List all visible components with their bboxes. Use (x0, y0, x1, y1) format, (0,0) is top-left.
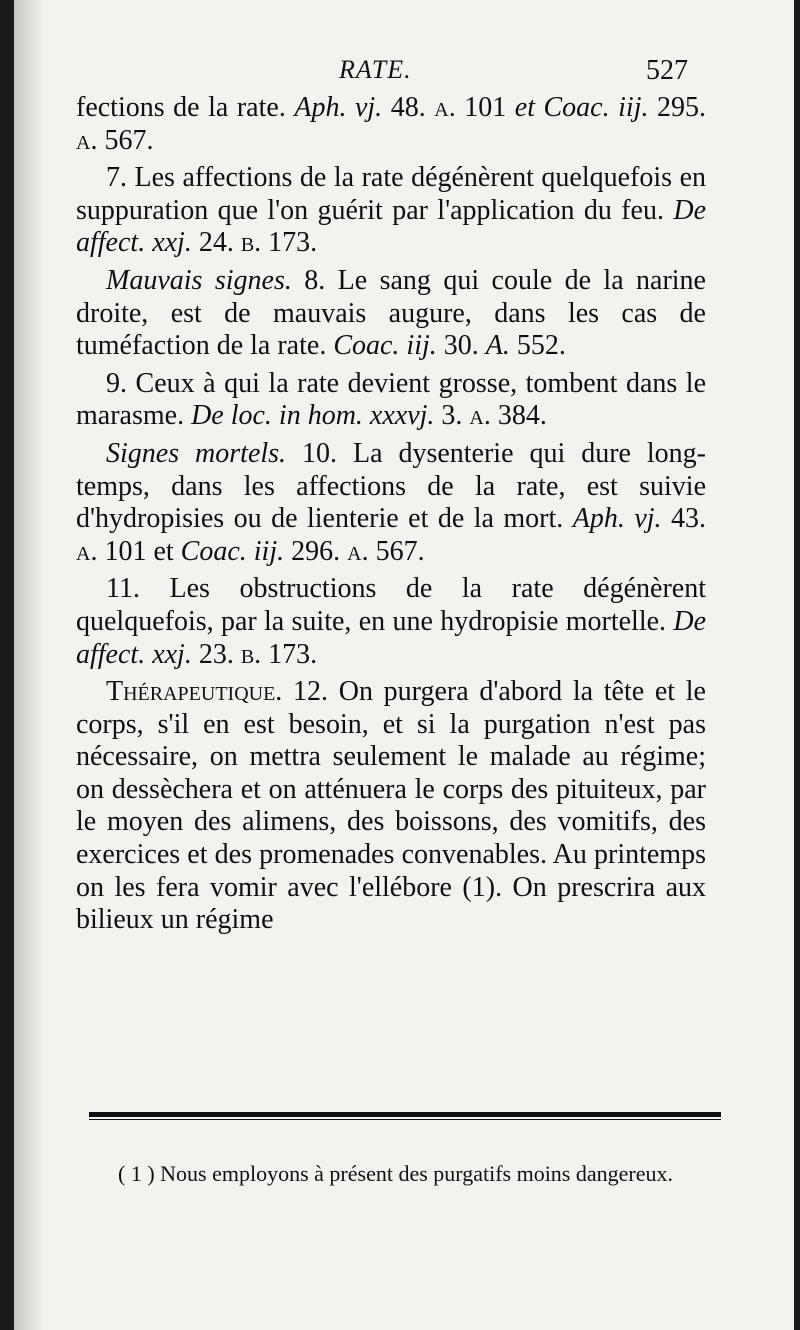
text-run: 567. (97, 124, 154, 156)
text-run: 552. (509, 330, 566, 362)
footnote-rule (89, 1112, 721, 1120)
paragraph (76, 265, 706, 363)
text-run: 9. Ceux à qui la rate devient grosse, tombent dans le marasme. (76, 367, 706, 432)
page-number: 527 (646, 55, 688, 86)
italic-text: Coac. iij. (333, 330, 437, 362)
footnote: ( 1 ) Nous employons à présent des purgatifs moins dangereux. (118, 1161, 673, 1186)
text-run: 101 et (97, 535, 181, 567)
text-run: 43. (661, 503, 707, 535)
text-run: 10. La dysenterie qui dure long-temps, dans les affections de la rate, est suivie d'hydropisies ou de lienterie et de la mort. (76, 437, 706, 535)
text-run: 384. (490, 400, 547, 432)
italic-text: Signes mortels. (106, 437, 287, 469)
page-gutter-shadow (14, 0, 44, 1330)
text-run: fections de la rate. (76, 92, 295, 123)
text-run: 3. (434, 400, 470, 432)
italic-text: Aph. vj. (294, 92, 383, 123)
text-run: 24. (191, 227, 241, 259)
paragraph (76, 573, 706, 671)
text-run: 295. (648, 92, 707, 123)
text-run: a. (434, 92, 456, 123)
running-head: RATE. (339, 55, 412, 84)
italic-text: et Coac. iij. (514, 92, 649, 123)
text-run: a. (347, 535, 369, 567)
paragraph (76, 368, 706, 433)
text-run: 296. (284, 535, 348, 567)
text-run: Thérapeutique. (106, 676, 283, 708)
text-run: 23. (191, 638, 241, 670)
text-run: 7. Les affections de la rate dégénèrent quelquefois en suppuration que l'on guérit par l'application du feu. (76, 162, 706, 226)
paragraph (76, 676, 706, 937)
text-run: a. (76, 535, 98, 567)
paragraph (76, 92, 706, 157)
book-page (14, 0, 794, 1330)
italic-text: De affect. xxj. (76, 605, 706, 670)
text-run: 173. (261, 227, 318, 259)
italic-text: De affect. xxj. (76, 194, 706, 259)
body-text (76, 92, 706, 937)
text-run: a. (469, 400, 491, 432)
text-run: 567. (368, 535, 425, 567)
italic-text: A. (485, 330, 510, 362)
text-run: b. (240, 227, 262, 259)
italic-text: Aph. vj. (572, 503, 662, 535)
italic-text: De loc. in hom. xxxvj. (191, 400, 435, 432)
text-run: b. (240, 638, 262, 670)
text-run: a. (76, 124, 98, 156)
text-run: 30. (436, 330, 486, 362)
text-run: 101 (455, 92, 515, 123)
paragraph (76, 162, 706, 260)
text-run: 8. Le sang qui coule de la narine droite, est de mauvais augure, dans les cas de tuméfaction de la rate. (76, 264, 706, 362)
text-run: 48. (382, 92, 435, 123)
paragraph (76, 438, 706, 568)
text-run: 12. On purgera d'abord la tête et le corps, s'il en est besoin, et si la purgation n'est pas nécessaire, on mettra seulement le malade au régime; on dessèchera et on atténuera le corps des pituiteux, par le moyen des alimens, des boissons, des vomitifs, des exercices et des promenades convenables. Au printemps on les fera vomir avec l'ellébore (1). On prescrira aux bilieux un régime (76, 676, 706, 936)
italic-text: Coac. iij. (180, 535, 285, 567)
text-run: 11. Les obstructions de la rate dégénèrent quelquefois, par la suite, en une hydropisie mortelle. (76, 573, 706, 637)
text-run: 173. (261, 638, 318, 670)
italic-text: Mauvais signes. (106, 264, 292, 296)
page-header (14, 55, 794, 95)
